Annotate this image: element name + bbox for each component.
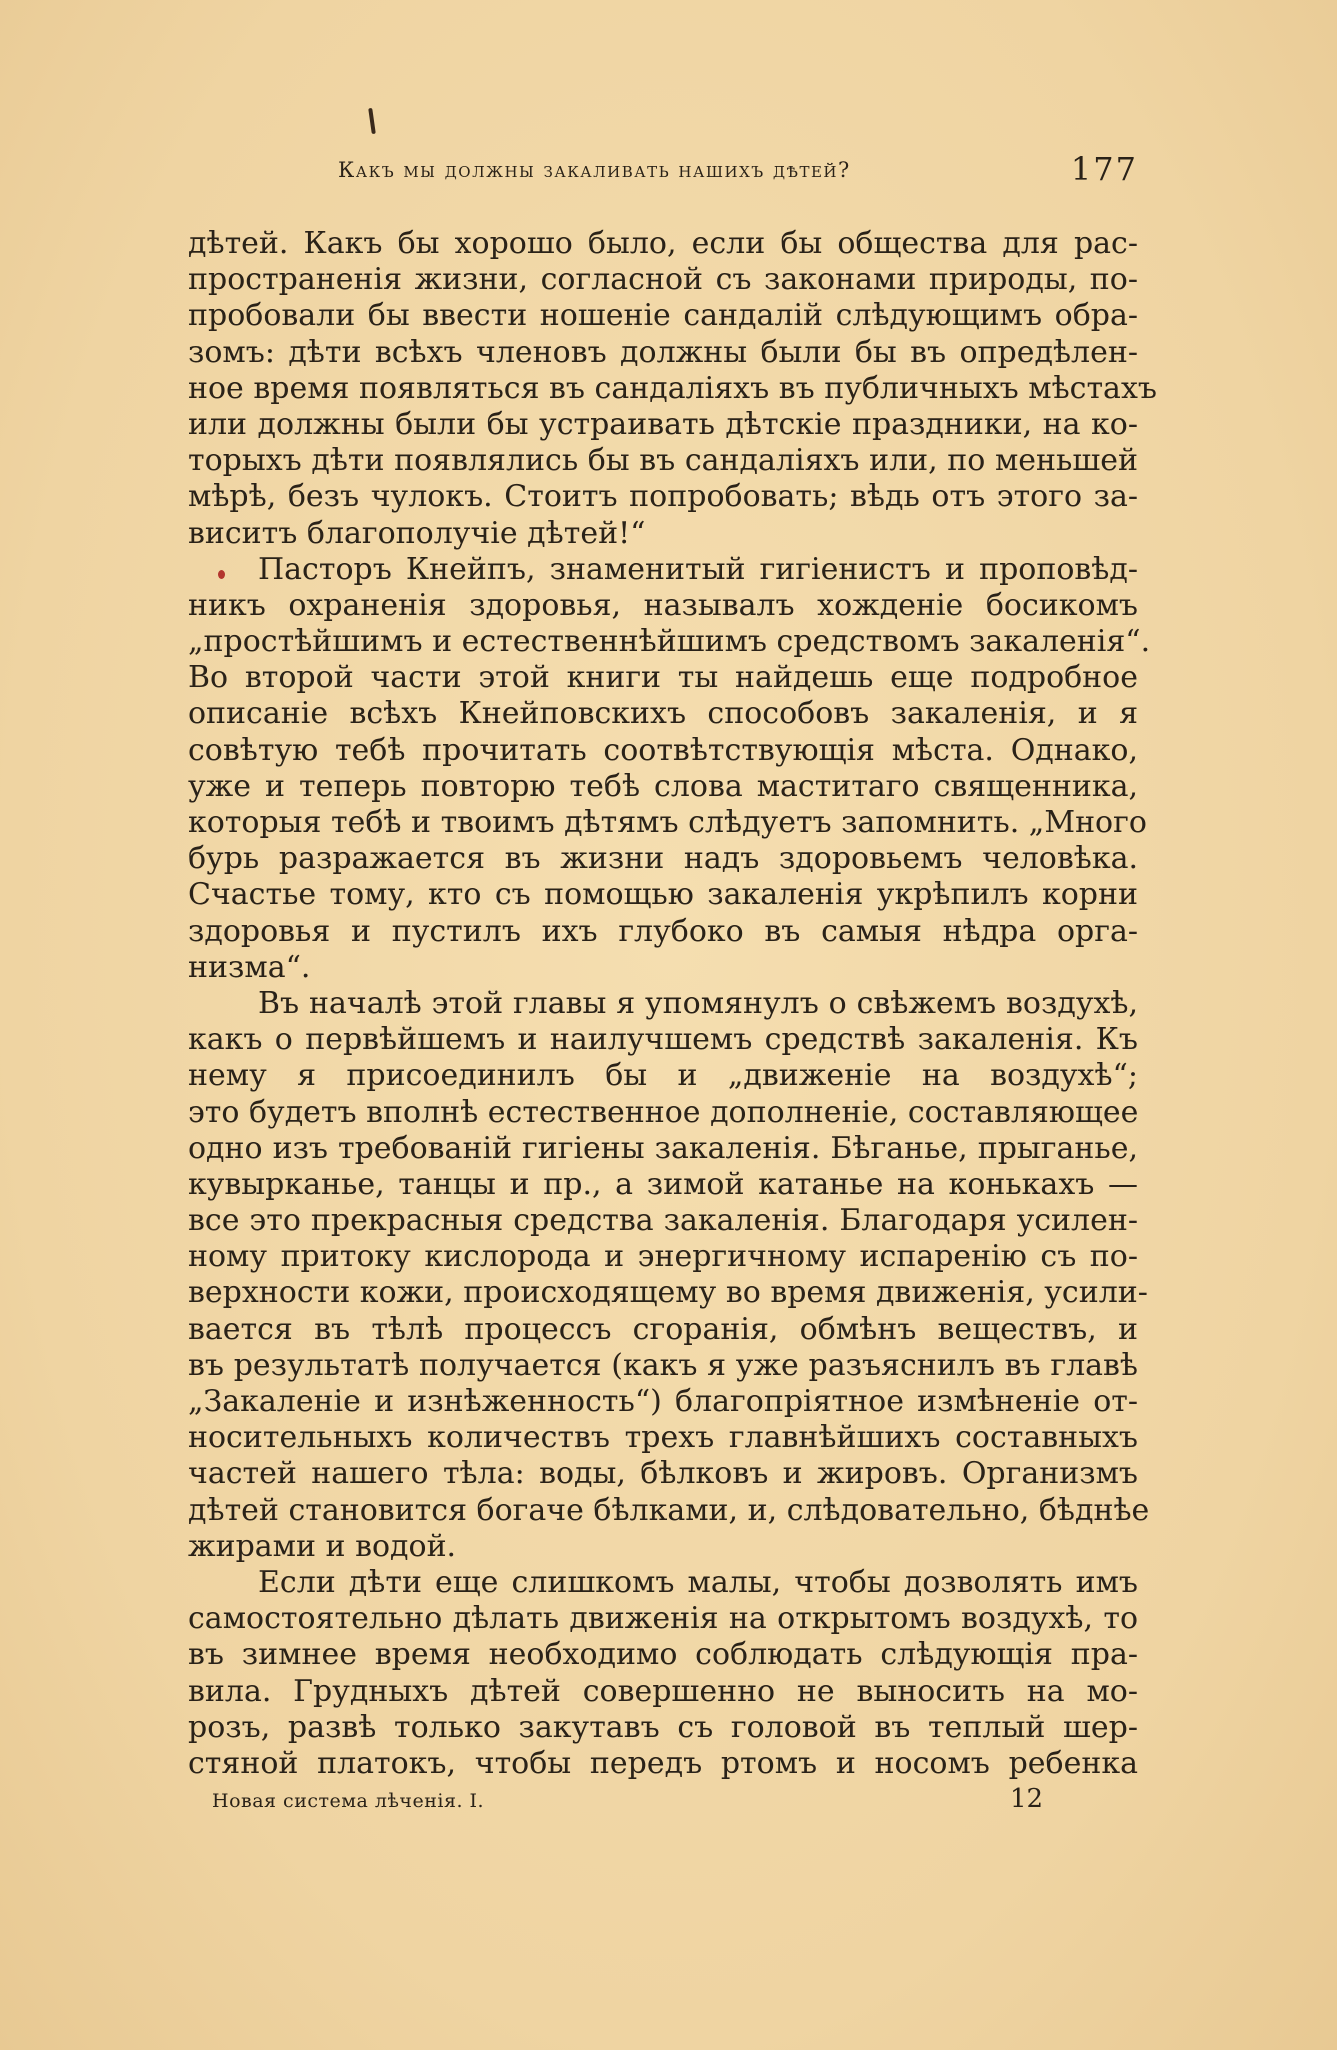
text-line: въ зимнее время необходимо соблюдать слѣдующія пра- (188, 1637, 1138, 1673)
body-text (188, 226, 1157, 1782)
text-line: никъ охраненія здоровья, называлъ хожденіе босикомъ (188, 587, 1138, 623)
text-line: стяной платокъ, чтобы передъ ртомъ и носомъ ребенка (188, 1745, 1138, 1781)
text-line: Счастье тому, кто съ помощью закаленія укрѣпилъ корни (188, 877, 1138, 913)
text-line: „простѣйшимъ и естественнѣйшимъ средствомъ закаленія“. (188, 624, 1151, 660)
page-number: 177 (1070, 150, 1138, 188)
text-line: бурь разражается въ жизни надъ здоровьемъ человѣка. (188, 841, 1138, 877)
text-line: все это прекрасныя средства закаленія. Благодаря усилен- (188, 1203, 1138, 1239)
text-line: здоровья и пустилъ ихъ глубоко въ самыя нѣдра орга- (188, 913, 1138, 949)
text-line: пространенія жизни, согласной съ законами природы, по- (188, 262, 1138, 298)
text-line: верхности кожи, происходящему во время движенія, усили- (188, 1275, 1148, 1311)
text-line: торыхъ дѣти появлялись бы въ сандаліяхъ или, по меньшей (188, 443, 1138, 479)
text-line: „Закаленіе и изнѣженность“) благопріятное измѣненіе от- (188, 1384, 1138, 1419)
text-line: вила. Грудныхъ дѣтей совершенно не выносить на мо- (188, 1673, 1138, 1709)
text-line: ному притоку кислорода и энергичному испаренію съ по- (188, 1239, 1138, 1275)
text-line: Если дѣти еще слишкомъ малы, чтобы дозволять имъ (258, 1564, 1138, 1600)
page-footer (212, 1784, 1062, 1820)
text-line: пробовали бы ввести ношеніе сандалій слѣдующимъ обра- (188, 298, 1138, 334)
text-line: это будетъ вполнѣ естественное дополненіе, составляющее (188, 1094, 1139, 1130)
footer-book-title: Новая система лѣченія. I. (212, 1790, 485, 1812)
text-line: описаніе всѣхъ Кнейповскихъ способовъ закаленія, и я (188, 696, 1138, 732)
text-line: какъ о первѣйшемъ и наилучшемъ средствѣ закаленія. Къ (188, 1022, 1138, 1058)
text-line: въ результатѣ получается (какъ я уже разъяснилъ въ главѣ (188, 1347, 1138, 1383)
text-line: частей нашего тѣла: воды, бѣлковъ и жировъ. Организмъ (188, 1456, 1138, 1492)
text-line: жирами и водой. (188, 1528, 457, 1564)
text-line: уже и теперь повторю тебѣ слова маститаго священника, (188, 768, 1138, 804)
text-line: или должны были бы устраивать дѣтскіе праздники, на ко- (188, 406, 1138, 442)
text-line: вается въ тѣлѣ процессъ сгоранія, обмѣнъ веществъ, и (188, 1311, 1138, 1347)
text-line: дѣтей. Какъ бы хорошо было, если бы общества для рас- (188, 226, 1138, 261)
text-line: мѣрѣ, безъ чулокъ. Стоитъ попробовать; вѣдь отъ этого за- (188, 479, 1138, 515)
text-line: Во второй части этой книги ты найдешь еще подробное (188, 660, 1138, 696)
text-line: низма“. (188, 949, 311, 985)
signature-mark: 12 (1010, 1784, 1044, 1814)
text-line: самостоятельно дѣлать движенія на открытомъ воздухѣ, то (188, 1601, 1138, 1637)
running-title: Какъ мы должны закаливать нашихъ дѣтей? (338, 158, 851, 182)
text-line: Пасторъ Кнейпъ, знаменитый гигіенистъ и проповѣд- (258, 551, 1138, 587)
text-line: розъ, развѣ только закутавъ съ головой въ теплый шер- (188, 1709, 1138, 1745)
text-line: одно изъ требованій гигіены закаленія. Бѣганье, прыганье, (188, 1130, 1138, 1166)
ink-speck (368, 108, 376, 134)
text-line: нему я присоединилъ бы и „движеніе на воздухѣ“; (188, 1058, 1138, 1094)
text-line: которыя тебѣ и твоимъ дѣтямъ слѣдуетъ запомнить. „Много (188, 805, 1147, 840)
text-line: ное время появляться въ сандаліяхъ въ публичныхъ мѣстахъ (188, 370, 1157, 406)
text-line: Въ началѣ этой главы я упомянулъ о свѣжемъ воздухѣ, (258, 985, 1138, 1021)
text-line: дѣтей становится богаче бѣлками, и, слѣдовательно, бѣднѣе (188, 1492, 1150, 1528)
text-line: совѣтую тебѣ прочитать соотвѣтствующія мѣста. Однако, (188, 732, 1138, 768)
text-line: кувырканье, танцы и пр., а зимой катанье на конькахъ — (188, 1166, 1138, 1202)
text-line: зомъ: дѣти всѣхъ членовъ должны были бы въ опредѣлен- (188, 334, 1138, 370)
text-line: носительныхъ количествъ трехъ главнѣйшихъ составныхъ (188, 1420, 1138, 1456)
page-header (188, 150, 1138, 200)
text-line: виситъ благополучіе дѣтей!“ (188, 515, 646, 551)
